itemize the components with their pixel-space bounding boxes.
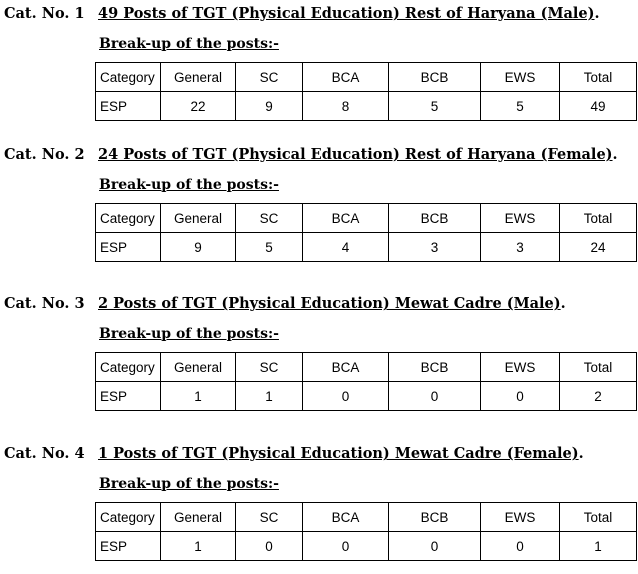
category-heading: Cat. No. 4 1 Posts of TGT (Physical Education) Mewat Cadre (Female). xyxy=(4,445,584,462)
column-header: Category xyxy=(96,204,161,233)
table-cell: 49 xyxy=(560,92,637,121)
column-header: BCA xyxy=(303,353,389,382)
table-cell: 5 xyxy=(481,92,560,121)
table-cell: 1 xyxy=(236,382,303,411)
table-cell: 8 xyxy=(303,92,389,121)
column-header: EWS xyxy=(481,503,560,532)
posts-table xyxy=(95,62,637,121)
column-header: BCB xyxy=(389,204,481,233)
category-number: Cat. No. 2 xyxy=(4,146,85,163)
breakup-label: Break-up of the posts:- xyxy=(99,36,279,52)
category-title: 1 Posts of TGT (Physical Education) Mewat Cadre (Female) xyxy=(98,445,579,462)
posts-table xyxy=(95,502,637,561)
table-cell: 0 xyxy=(303,382,389,411)
column-header: BCA xyxy=(303,63,389,92)
table-cell: 0 xyxy=(389,382,481,411)
category-title: 24 Posts of TGT (Physical Education) Rest of Haryana (Female) xyxy=(98,146,613,163)
table-cell: 0 xyxy=(236,532,303,561)
table-cell: 24 xyxy=(560,233,637,262)
table-cell: 3 xyxy=(481,233,560,262)
table-cell: ESP xyxy=(96,532,161,561)
column-header: General xyxy=(161,353,236,382)
posts-table xyxy=(95,203,637,262)
category-heading: Cat. No. 3 2 Posts of TGT (Physical Education) Mewat Cadre (Male). xyxy=(4,295,566,312)
table-cell: 1 xyxy=(161,382,236,411)
breakup-label: Break-up of the posts:- xyxy=(99,476,279,492)
column-header: EWS xyxy=(481,63,560,92)
table-cell: 5 xyxy=(389,92,481,121)
column-header: Total xyxy=(560,204,637,233)
column-header: General xyxy=(161,204,236,233)
column-header: SC xyxy=(236,503,303,532)
table-header-row xyxy=(96,353,637,382)
column-header: Total xyxy=(560,353,637,382)
table-cell: 0 xyxy=(303,532,389,561)
table-header-row xyxy=(96,204,637,233)
column-header: SC xyxy=(236,353,303,382)
table-cell: ESP xyxy=(96,382,161,411)
column-header: Total xyxy=(560,63,637,92)
table-cell: 4 xyxy=(303,233,389,262)
table-cell: ESP xyxy=(96,233,161,262)
column-header: Category xyxy=(96,503,161,532)
table-cell: ESP xyxy=(96,92,161,121)
breakup-label: Break-up of the posts:- xyxy=(99,177,279,193)
table-row xyxy=(96,532,637,561)
column-header: BCB xyxy=(389,63,481,92)
column-header: EWS xyxy=(481,204,560,233)
table-cell: 9 xyxy=(236,92,303,121)
table-cell: 9 xyxy=(161,233,236,262)
table-row xyxy=(96,382,637,411)
breakup-label: Break-up of the posts:- xyxy=(99,326,279,342)
table-cell: 3 xyxy=(389,233,481,262)
table-cell: 1 xyxy=(560,532,637,561)
category-number: Cat. No. 1 xyxy=(4,5,85,22)
category-title: 2 Posts of TGT (Physical Education) Mewat Cadre (Male) xyxy=(98,295,561,312)
column-header: Category xyxy=(96,63,161,92)
table-row xyxy=(96,92,637,121)
column-header: SC xyxy=(236,204,303,233)
table-header-row xyxy=(96,63,637,92)
table-row xyxy=(96,233,637,262)
table-cell: 2 xyxy=(560,382,637,411)
column-header: General xyxy=(161,63,236,92)
table-cell: 22 xyxy=(161,92,236,121)
table-cell: 1 xyxy=(161,532,236,561)
column-header: BCB xyxy=(389,503,481,532)
column-header: SC xyxy=(236,63,303,92)
column-header: BCA xyxy=(303,503,389,532)
column-header: General xyxy=(161,503,236,532)
table-cell: 0 xyxy=(481,532,560,561)
table-header-row xyxy=(96,503,637,532)
posts-table xyxy=(95,352,637,411)
column-header: BCA xyxy=(303,204,389,233)
table-cell: 0 xyxy=(481,382,560,411)
category-heading: Cat. No. 2 24 Posts of TGT (Physical Education) Rest of Haryana (Female). xyxy=(4,146,618,163)
category-number: Cat. No. 3 xyxy=(4,295,85,312)
table-cell: 0 xyxy=(389,532,481,561)
category-heading: Cat. No. 1 49 Posts of TGT (Physical Education) Rest of Haryana (Male). xyxy=(4,5,600,22)
column-header: EWS xyxy=(481,353,560,382)
column-header: BCB xyxy=(389,353,481,382)
column-header: Total xyxy=(560,503,637,532)
table-cell: 5 xyxy=(236,233,303,262)
category-title: 49 Posts of TGT (Physical Education) Rest of Haryana (Male) xyxy=(98,5,595,22)
column-header: Category xyxy=(96,353,161,382)
category-number: Cat. No. 4 xyxy=(4,445,85,462)
